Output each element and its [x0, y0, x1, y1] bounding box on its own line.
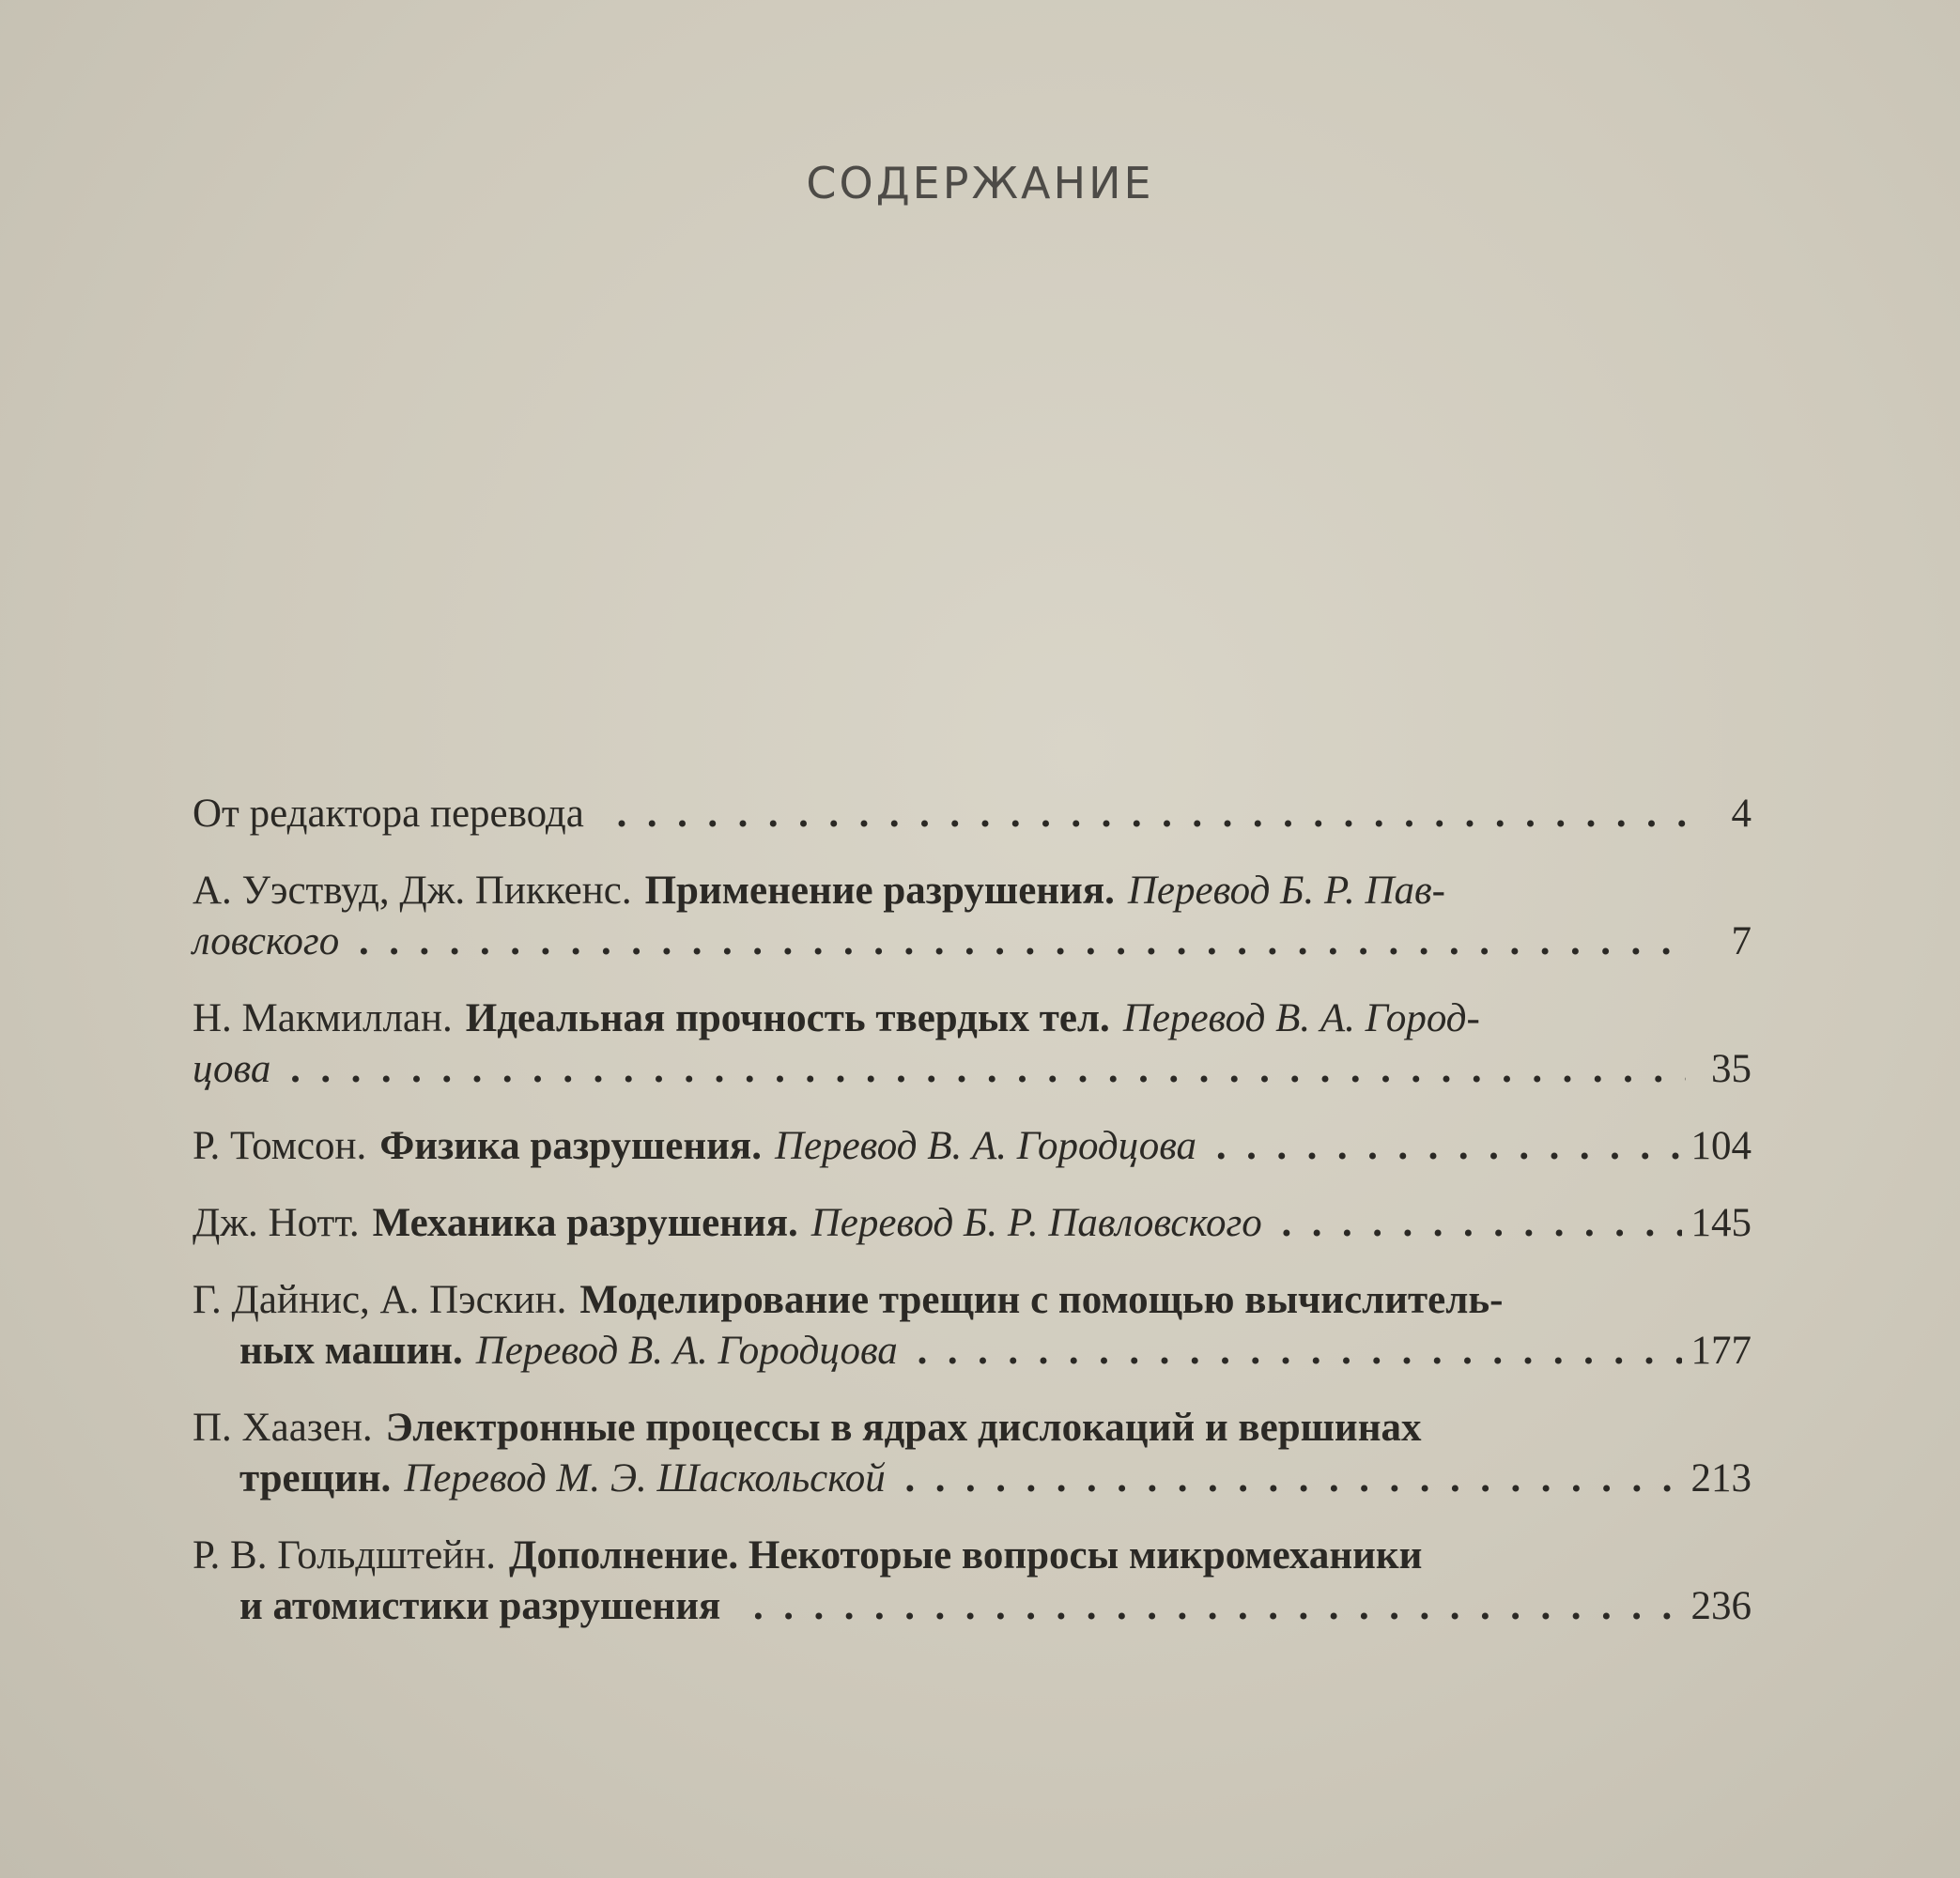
toc-entry — [193, 1403, 1752, 1504]
page-title: СОДЕРЖАНИЕ — [806, 158, 1154, 208]
entry-title: Моделирование трещин с помощью вычислитель- — [579, 1278, 1504, 1322]
dot-leader — [1206, 1121, 1681, 1172]
dot-leader — [743, 1581, 1681, 1632]
entry-translation: Перевод В. А. Городцова — [475, 1329, 898, 1373]
page-number: 4 — [1731, 792, 1752, 836]
entry-title: Применение разрушения. — [644, 869, 1115, 913]
toc-entry — [193, 1531, 1752, 1632]
entry-author: П. Хаазен. — [193, 1406, 373, 1450]
entry-author: А. Уэствуд, Дж. Пиккенс. — [193, 869, 632, 913]
page-number: 236 — [1690, 1584, 1752, 1628]
entry-author: Р. Томсон. — [193, 1124, 367, 1168]
dot-leader — [907, 1326, 1682, 1377]
page-number: 104 — [1690, 1124, 1752, 1168]
entry-heading: От редактора перевода — [193, 792, 584, 836]
toc-entry — [193, 866, 1752, 967]
toc-entry — [193, 993, 1752, 1095]
toc-entry — [193, 1121, 1752, 1172]
toc-entry — [193, 1275, 1752, 1377]
entry-title-cont: ных машин. — [239, 1329, 463, 1373]
entry-translation-cont: цова — [193, 1047, 271, 1091]
entry-translation: Перевод Б. Р. Пав- — [1127, 869, 1445, 913]
dot-leader — [280, 1044, 1686, 1095]
entry-translation: Перевод В. А. Городцова — [774, 1124, 1197, 1168]
entry-translation-cont: ловского — [193, 919, 340, 963]
entry-title: Электронные процессы в ядрах дислокаций и вершинах — [385, 1406, 1422, 1450]
page-number: 213 — [1690, 1456, 1752, 1501]
entry-translation: Перевод Б. Р. Павловского — [810, 1201, 1262, 1245]
entry-title: Идеальная прочность твердых тел. — [465, 996, 1110, 1040]
dot-leader — [1272, 1198, 1682, 1249]
entry-translation: Перевод В. А. Город- — [1122, 996, 1480, 1040]
dot-leader — [895, 1454, 1682, 1504]
page-number: 7 — [1731, 919, 1752, 963]
entry-title: Дополнение. Некоторые вопросы микромеханики — [508, 1533, 1423, 1578]
dot-leader — [607, 789, 1686, 839]
dot-leader — [348, 916, 1686, 967]
entry-author: Г. Дайнис, А. Пэскин. — [193, 1278, 567, 1322]
table-of-contents — [193, 789, 1752, 1658]
entry-author: Дж. Нотт. — [193, 1201, 360, 1245]
entry-translation: Перевод М. Э. Шаскольской — [404, 1456, 886, 1501]
entry-title-cont: и атомистики разрушения — [239, 1584, 721, 1628]
entry-title-cont: трещин. — [239, 1456, 392, 1501]
page-number: 145 — [1690, 1201, 1752, 1245]
page-number: 177 — [1690, 1329, 1752, 1373]
entry-title: Физика разрушения. — [379, 1124, 762, 1168]
toc-entry — [193, 789, 1752, 839]
entry-author: Н. Макмиллан. — [193, 996, 453, 1040]
page-number: 35 — [1711, 1047, 1752, 1091]
entry-author: Р. В. Гольдштейн. — [193, 1533, 496, 1578]
toc-entry — [193, 1198, 1752, 1249]
entry-title: Механика разрушения. — [372, 1201, 798, 1245]
